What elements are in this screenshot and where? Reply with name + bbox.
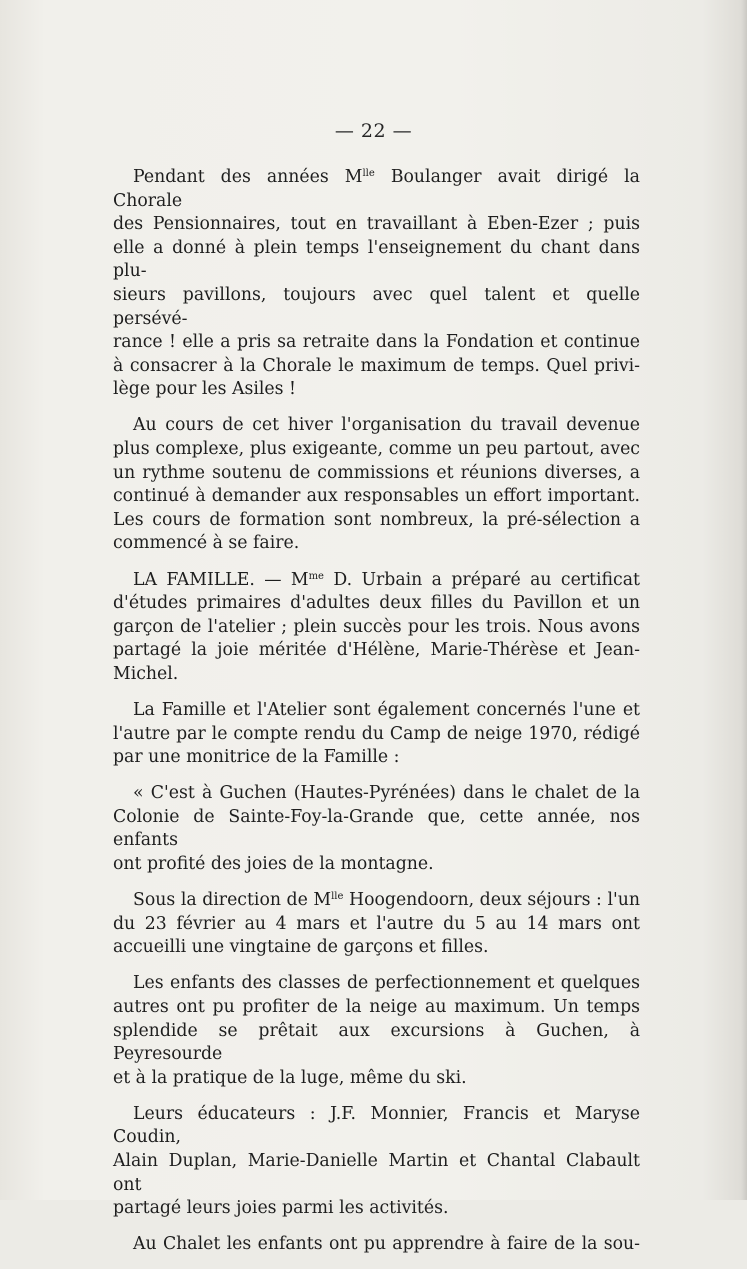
text-line: continué à demander aux responsables un effort important.: [113, 486, 640, 507]
text-line: accueilli une vingtaine de garçons et filles.: [113, 937, 489, 958]
abbrev-superscript: me: [308, 570, 324, 582]
text-line: Colonie de Sainte-Foy-la-Grande que, cette année, nos enfants: [113, 806, 640, 851]
text-line: Au Chalet les enfants ont pu apprendre à faire de la sou-: [133, 1234, 640, 1255]
text-line: d'études primaires d'adultes deux filles du Pavillon et un: [113, 593, 640, 614]
text-line: ont profité des joies de la montagne.: [113, 854, 434, 875]
text-line: commencé à se faire.: [113, 533, 300, 554]
text-line: « C'est à Guchen (Hautes-Pyrénées) dans le chalet de la: [133, 783, 640, 804]
text-line: splendide se prêtait aux excursions à Guchen, à Peyresourde: [113, 1020, 640, 1065]
text-line: sieurs pavillons, toujours avec quel talent et quelle persévé-: [113, 284, 640, 329]
abbrev-superscript: lle: [331, 891, 344, 903]
text-line: par une monitrice de la Famille :: [113, 747, 400, 768]
text-line: des Pensionnaires, tout en travaillant à Eben-Ezer ; puis: [113, 214, 640, 235]
text-line: du 23 février au 4 mars et l'autre du 5 au 14 mars ont: [113, 913, 640, 934]
page-number: — 22 —: [334, 120, 413, 142]
paragraph: [113, 972, 640, 1090]
text-line: lège pour les Asiles !: [113, 379, 296, 400]
paragraph: [113, 1103, 640, 1221]
paragraph: [113, 1233, 640, 1257]
paragraph: [113, 569, 640, 687]
text-line: à consacrer à la Chorale le maximum de temps. Quel privi-: [113, 355, 640, 376]
text-line: garçon de l'atelier ; plein succès pour les trois. Nous avons: [113, 616, 640, 637]
text-line: plus complexe, plus exigeante, comme un peu partout, avec: [113, 439, 640, 460]
text-line: Au cours de cet hiver l'organisation du travail devenue: [133, 415, 640, 436]
paragraph: [113, 889, 640, 960]
text-line: elle a donné à plein temps l'enseignement du chant dans plu-: [113, 237, 640, 282]
paragraph: [113, 699, 640, 770]
text-line: rance ! elle a pris sa retraite dans la Fondation et continue: [113, 332, 640, 353]
body-text: [113, 166, 640, 1269]
text-line: Les enfants des classes de perfectionnement et quelques: [133, 973, 640, 994]
paragraph: [113, 166, 640, 402]
text-line: partagé leurs joies parmi les activités.: [113, 1198, 449, 1219]
text-line: Alain Duplan, Marie-Danielle Martin et Chantal Clabault ont: [113, 1151, 640, 1195]
text-line: autres ont pu profiter de la neige au maximum. Un temps: [113, 997, 640, 1017]
text-line: Les cours de formation sont nombreux, la pré-sélection a: [113, 509, 640, 530]
abbrev-superscript: lle: [362, 168, 375, 179]
text-line: Sous la direction de $M^{lle}$ Hoogendoorn, deux séjours : l'un: [133, 890, 640, 911]
paragraph: [113, 414, 640, 556]
text-line: et à la pratique de la luge, même du ski.: [113, 1067, 467, 1088]
text-line: l'autre par le compte rendu du Camp de neige 1970, rédigé: [113, 723, 640, 744]
text-line: LA FAMILLE. — $M^{me}$ D. Urbain a préparé au certificat: [133, 569, 640, 590]
text-line: Michel.: [113, 663, 179, 684]
text-line: partagé la joie méritée d'Hélène, Marie-Thérèse et Jean-: [113, 640, 640, 661]
text-line: Leurs éducateurs : J.F. Monnier, Francis et Maryse Coudin,: [113, 1103, 640, 1148]
text-line: La Famille et l'Atelier sont également concernés l'une et: [133, 699, 640, 720]
text-line: Pendant des années $M^{lle}$ Boulanger avait dirigé la Chorale: [113, 167, 640, 211]
text-line: un rythme soutenu de commissions et réunions diverses, a: [113, 462, 640, 483]
paragraph: [113, 782, 640, 876]
